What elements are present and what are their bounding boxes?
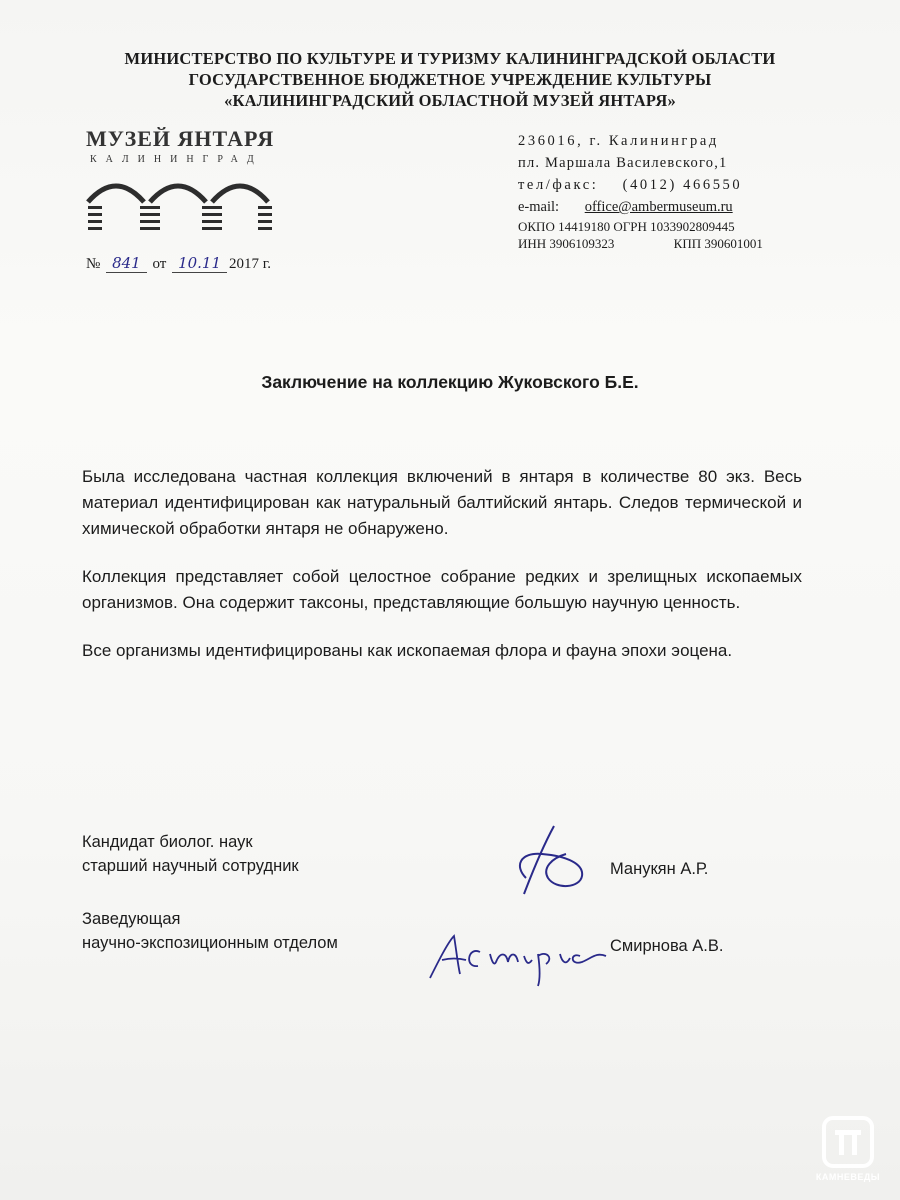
document-title: Заключение на коллекцию Жуковского Б.Е. <box>261 372 639 392</box>
kpp: КПП 390601001 <box>673 236 763 251</box>
letterhead-header <box>40 48 860 111</box>
date-from-label: от <box>152 256 167 272</box>
museum-logo <box>86 126 286 236</box>
inn: ИНН 3906109323 <box>518 236 615 251</box>
signatory-2-position <box>82 907 338 955</box>
logo-subtitle: КАЛИНИНГРАД <box>90 154 263 165</box>
phone-number: (4012) 466550 <box>622 177 743 193</box>
email-line <box>518 196 808 218</box>
registration-number: 841 <box>106 254 147 273</box>
body-paragraph-2: Коллекция представляет собой целостное собрание редких и зрелищных ископаемых организмов. Она содержит таксоны, представляющие большую научную ценность. <box>82 567 802 612</box>
registration-date: 10.11 <box>172 254 227 273</box>
header-ministry: МИНИСТЕРСТВО ПО КУЛЬТУРЕ И ТУРИЗМУ КАЛИНИНГРАДСКОЙ ОБЛАСТИ <box>124 49 776 68</box>
signatory-1-position <box>82 830 299 878</box>
signature-1-mark <box>512 818 602 898</box>
signatory-1-name: Манукян А.Р. <box>610 860 709 878</box>
contact-block <box>518 130 808 252</box>
document-body <box>82 464 802 686</box>
header-institution: ГОСУДАРСТВЕННОЕ БЮДЖЕТНОЕ УЧРЕЖДЕНИЕ КУЛЬТУРЫ <box>188 70 712 89</box>
number-sign: № <box>86 256 101 272</box>
email-label: e-mail: <box>518 199 560 215</box>
phone-label: тел/факс: <box>518 177 599 193</box>
street-address: пл. Маршала Василевского,1 <box>518 155 728 171</box>
arches-icon <box>86 166 276 236</box>
signatory-2-department: научно-экспозиционным отделом <box>82 934 338 952</box>
phone-line <box>518 174 808 196</box>
logo-title: МУЗЕЙ ЯНТАРЯ <box>86 126 275 151</box>
watermark-icon <box>808 1112 888 1172</box>
body-paragraph-3: Все организмы идентифицированы как ископаемая флора и фауна эпохи эоцена. <box>82 641 733 660</box>
signatory-2-title: Заведующая <box>82 910 181 928</box>
okpo-ogrn: ОКПО 14419180 ОГРН 1033902809445 <box>518 219 735 234</box>
inn-kpp-line <box>518 235 808 252</box>
watermark-logo <box>808 1112 888 1192</box>
signatory-2-name: Смирнова А.В. <box>610 937 724 955</box>
signatory-1-role: старший научный сотрудник <box>82 857 299 875</box>
header-museum-name: «КАЛИНИНГРАДСКИЙ ОБЛАСТНОЙ МУЗЕЙ ЯНТАРЯ» <box>224 91 676 110</box>
email-link[interactable]: office@ambermuseum.ru <box>584 199 733 215</box>
registration-line <box>86 254 271 273</box>
signatory-1-degree: Кандидат биолог. наук <box>82 833 253 851</box>
postal-address: 236016, г. Калининград <box>518 133 719 149</box>
watermark-text: КАМНЕВЕДЫ <box>815 1172 881 1182</box>
registration-year: 2017 г. <box>229 256 271 272</box>
body-paragraph-1: Была исследована частная коллекция включений в янтаря в количестве 80 экз. Весь материал идентифицирован как натуральный балтийский янтарь. Следов термической и химической обработки янтаря не обнаружено. <box>82 467 802 538</box>
signature-2-mark <box>420 922 620 992</box>
